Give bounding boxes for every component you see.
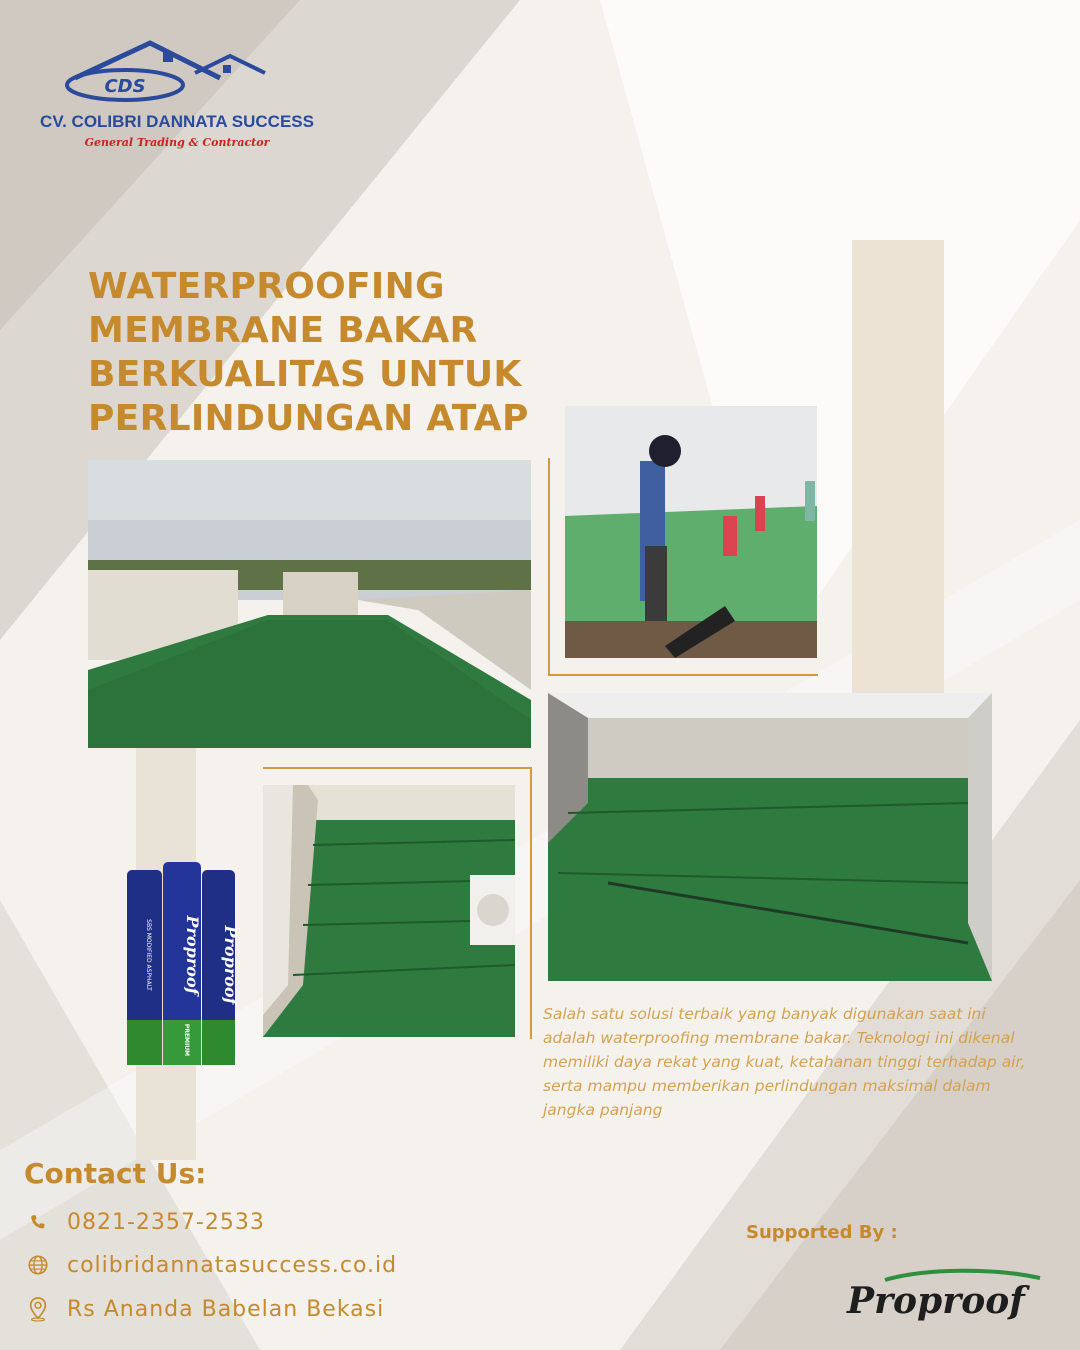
photo-roof-wide: [88, 460, 531, 748]
product-brand-text: Proproof: [221, 925, 240, 1005]
photo-worker-torch: [565, 406, 817, 658]
proproof-logo: [845, 1268, 1045, 1323]
product-rolls-image: [125, 860, 240, 1070]
photo-roof-parapet: [263, 785, 515, 1037]
headline-line-4: PERLINDUNGAN ATAP: [88, 398, 529, 439]
product-roll-text: SBS MODIFIED ASPHALT: [145, 919, 152, 991]
supported-by-label: Supported By :: [746, 1222, 898, 1243]
photo-roof-corner: [548, 693, 992, 981]
contact-address: Rs Ananda Babelan Bekasi: [67, 1296, 385, 1322]
headline-line-3: BERKUALITAS UNTUK: [88, 354, 522, 395]
logo-tagline: General Trading & Contractor: [84, 136, 270, 149]
description-text: Salah satu solusi terbaik yang banyak digunakan saat ini adalah waterproofing membrane bakar. Teknologi ini dikenal memiliki daya rekat yang kuat, ketahanan tinggi terhadap air, serta mampu memberikan perlindungan maksimal dalam jangka panjang: [543, 1005, 1026, 1119]
headline-line-2: MEMBRANE BAKAR: [88, 310, 478, 351]
phone-icon: [24, 1208, 52, 1236]
logo-company-name: CV. COLIBRI DANNATA SUCCESS: [40, 112, 314, 131]
company-logo: [40, 38, 314, 153]
contact-phone: 0821-2357-2533: [67, 1209, 265, 1235]
product-band-text: PREMIUM: [183, 1023, 190, 1057]
headline: [88, 265, 548, 441]
globe-icon: [24, 1251, 52, 1279]
contact-website: colibridannatasuccess.co.id: [67, 1252, 398, 1278]
contact-title: Contact Us:: [24, 1157, 207, 1190]
proproof-logo-text: Proproof: [847, 1280, 1025, 1322]
contact-address-row[interactable]: [24, 1295, 384, 1323]
location-pin-icon: [24, 1295, 52, 1323]
contact-phone-row[interactable]: [24, 1208, 265, 1236]
contact-website-row[interactable]: [24, 1251, 397, 1279]
product-brand-text-2: Proproof: [183, 915, 202, 995]
headline-line-1: WATERPROOFING: [88, 266, 445, 307]
logo-mark: CDS: [104, 76, 146, 97]
